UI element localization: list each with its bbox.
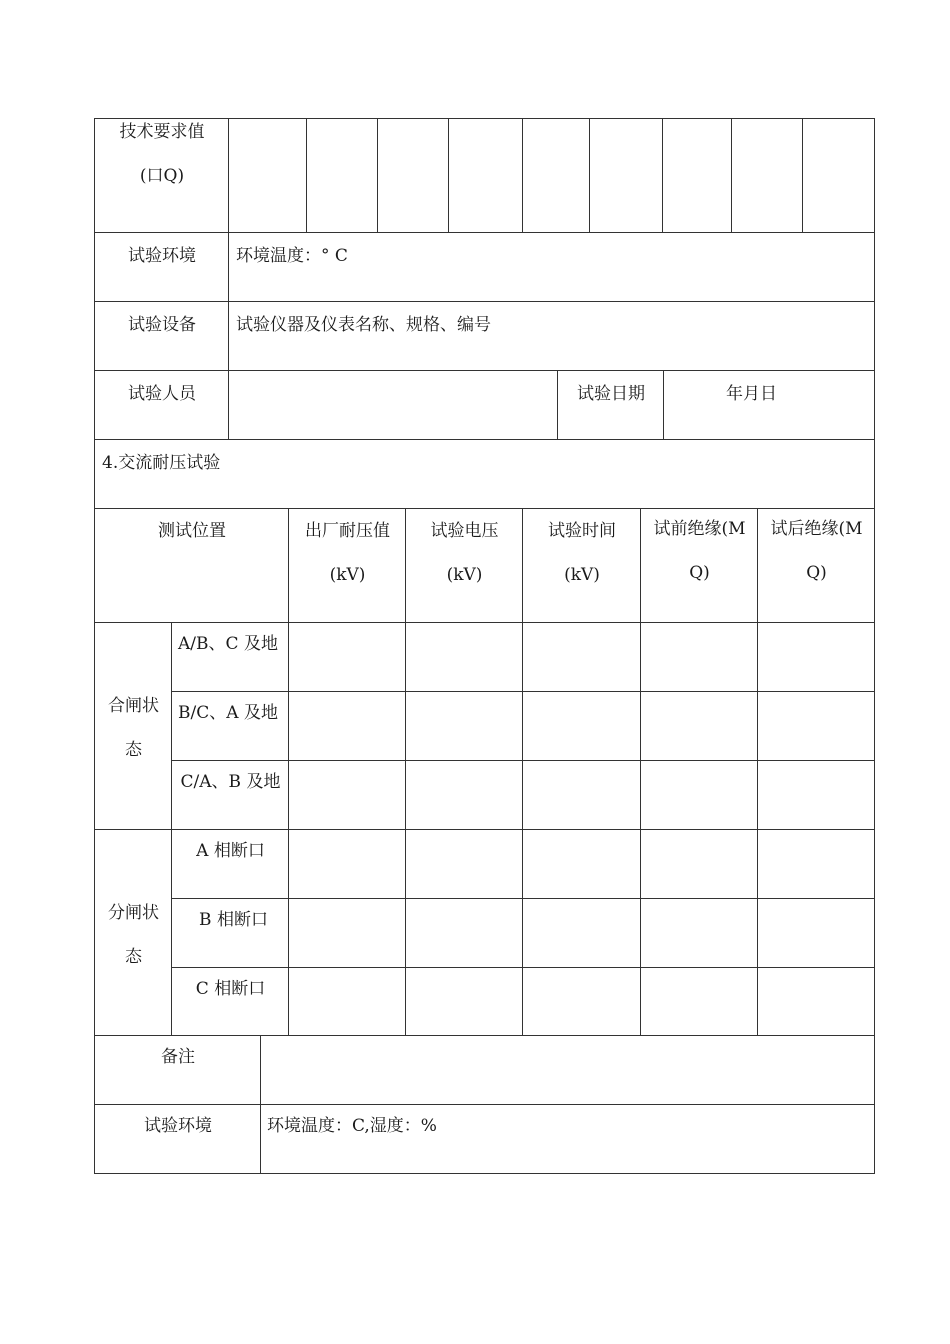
open-row-label-cell — [172, 899, 289, 968]
data-cell[interactable] — [758, 692, 875, 761]
env2-label-cell — [95, 1105, 261, 1174]
data-cell[interactable] — [523, 692, 641, 761]
tech-req-unit: (口Q) — [139, 166, 185, 186]
date-label-cell — [558, 371, 664, 440]
tech-req-value-cell[interactable] — [307, 119, 378, 233]
equip-value: 试验仪器及仪表名称、规格、编号 — [236, 315, 491, 335]
env-value-cell[interactable] — [229, 233, 875, 302]
header-factory-cell — [289, 509, 406, 623]
date-label: 试验日期 — [577, 384, 645, 404]
tech-req-value-cell[interactable] — [803, 119, 875, 233]
personnel-label-cell — [95, 371, 229, 440]
equip-label-cell — [95, 302, 229, 371]
data-cell[interactable] — [406, 761, 523, 830]
date-value-cell[interactable] — [664, 371, 875, 440]
header-time-unit: (kV) — [564, 565, 600, 585]
equip-value-cell[interactable] — [229, 302, 875, 371]
test-record-table — [94, 118, 875, 1174]
open-row-label-cell — [172, 830, 289, 899]
header-before-unit: Q) — [689, 563, 710, 583]
header-before: 试前绝缘(M — [653, 519, 746, 539]
header-time-cell — [523, 509, 641, 623]
remarks-value-cell[interactable] — [261, 1036, 875, 1105]
tech-req-value-cell[interactable] — [663, 119, 732, 233]
remarks-label: 备注 — [161, 1047, 195, 1067]
closed-row-label-cell — [172, 623, 289, 692]
personnel-value-cell[interactable] — [229, 371, 558, 440]
header-voltage: 试验电压 — [430, 521, 499, 541]
header-voltage-unit: (kV) — [446, 565, 483, 585]
data-cell[interactable] — [289, 623, 406, 692]
data-cell[interactable] — [289, 830, 406, 899]
closed-state-label: 合闸状 — [108, 696, 159, 716]
tech-req-value-cell[interactable] — [378, 119, 449, 233]
closed-row-label-cell — [172, 692, 289, 761]
data-cell[interactable] — [406, 623, 523, 692]
data-cell[interactable] — [641, 761, 758, 830]
env-value: 环境温度：° C — [236, 246, 348, 266]
data-cell[interactable] — [289, 968, 406, 1036]
header-factory-unit: (kV) — [329, 565, 366, 585]
header-after: 试后绝缘(M — [770, 519, 863, 539]
equip-label: 试验设备 — [128, 315, 196, 335]
closed-row-label: C/A、B 及地 — [180, 772, 281, 792]
section-title-cell — [95, 440, 875, 509]
open-row-label: B 相断口 — [199, 910, 268, 930]
data-cell[interactable] — [758, 623, 875, 692]
header-factory: 出厂耐压值 — [305, 521, 390, 541]
data-cell[interactable] — [289, 899, 406, 968]
open-state-label: 分闸状 — [108, 903, 159, 923]
header-voltage-cell — [406, 509, 523, 623]
data-cell[interactable] — [289, 692, 406, 761]
data-cell[interactable] — [289, 761, 406, 830]
data-cell[interactable] — [523, 830, 641, 899]
env-label-cell — [95, 233, 229, 302]
data-cell[interactable] — [641, 968, 758, 1036]
open-state-cell — [95, 830, 172, 1036]
date-value: 年月日 — [726, 384, 777, 404]
data-cell[interactable] — [758, 761, 875, 830]
section-title: 4.交流耐压试验 — [102, 453, 221, 473]
closed-row-label: B/C、A 及地 — [178, 703, 278, 723]
open-state-label-2: 态 — [125, 947, 142, 967]
remarks-label-cell — [95, 1036, 261, 1105]
env2-value: 环境温度：C,湿度：% — [267, 1116, 437, 1136]
tech-req-value-cell[interactable] — [523, 119, 590, 233]
tech-req-value-cell[interactable] — [229, 119, 307, 233]
open-row-label-cell — [172, 968, 289, 1036]
data-cell[interactable] — [641, 830, 758, 899]
data-cell[interactable] — [523, 968, 641, 1036]
data-cell[interactable] — [758, 899, 875, 968]
personnel-label: 试验人员 — [128, 384, 196, 404]
header-time: 试验时间 — [548, 521, 616, 541]
data-cell[interactable] — [406, 899, 523, 968]
env2-value-cell[interactable] — [261, 1105, 875, 1174]
closed-state-cell — [95, 623, 172, 830]
data-cell[interactable] — [523, 623, 641, 692]
tech-req-value-cell[interactable] — [590, 119, 663, 233]
closed-row-label: A/B、C 及地 — [178, 634, 278, 654]
data-cell[interactable] — [641, 899, 758, 968]
closed-state-label-2: 态 — [125, 740, 142, 760]
data-cell[interactable] — [641, 692, 758, 761]
data-cell[interactable] — [758, 968, 875, 1036]
tech-req-label-cell — [95, 119, 229, 233]
data-cell[interactable] — [523, 761, 641, 830]
header-position: 测试位置 — [158, 521, 226, 541]
closed-row-label-cell — [172, 761, 289, 830]
data-cell[interactable] — [523, 899, 641, 968]
header-after-cell — [758, 509, 875, 623]
header-before-cell — [641, 509, 758, 623]
data-cell[interactable] — [641, 623, 758, 692]
data-cell[interactable] — [406, 830, 523, 899]
header-after-unit: Q) — [806, 563, 827, 583]
data-cell[interactable] — [406, 968, 523, 1036]
data-cell[interactable] — [758, 830, 875, 899]
tech-req-label: 技术要求值 — [119, 122, 205, 142]
env2-label: 试验环境 — [144, 1116, 212, 1136]
data-cell[interactable] — [406, 692, 523, 761]
open-row-label: C 相断口 — [195, 979, 266, 999]
open-row-label: A 相断口 — [196, 841, 265, 861]
tech-req-value-cell[interactable] — [449, 119, 523, 233]
header-position-cell — [95, 509, 289, 623]
env-label: 试验环境 — [128, 246, 196, 266]
tech-req-value-cell[interactable] — [732, 119, 803, 233]
